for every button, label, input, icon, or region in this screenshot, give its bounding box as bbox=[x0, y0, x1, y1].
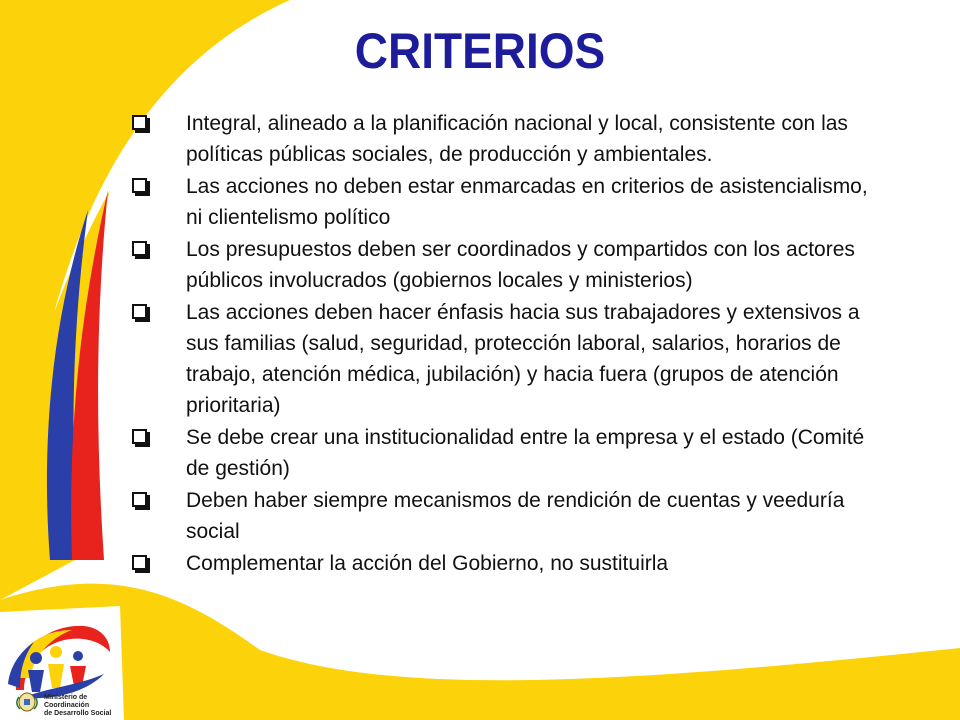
list-item bbox=[130, 422, 870, 484]
checkbox-square-icon bbox=[132, 178, 147, 193]
logo-figure-head-blue bbox=[30, 652, 42, 664]
logo-figure-body-blue bbox=[28, 670, 44, 692]
list-item-text: Complementar la acción del Gobierno, no sustituirla bbox=[186, 552, 669, 575]
logo-figure-head-yellow bbox=[50, 646, 62, 658]
checkbox-square-icon bbox=[132, 241, 147, 256]
checkbox-square-icon bbox=[132, 115, 147, 130]
list-item-text: Los presupuestos deben ser coordinados y compartidos con los actores públicos involucrados (gobiernos locales y ministerios) bbox=[186, 238, 855, 292]
logo-figure-head-blue-small bbox=[73, 651, 83, 661]
list-item-text: Las acciones deben hacer énfasis hacia sus trabajadores y extensivos a sus familias (salud, seguridad, protección laboral, salarios, horarios de trabajo, atención médica, jubilación) y hacia fuera (grupos de atención prioritaria) bbox=[186, 301, 860, 417]
ministry-name bbox=[44, 694, 118, 718]
list-item-text: Se debe crear una institucionalidad entre la empresa y el estado (Comité de gestión) bbox=[186, 426, 865, 480]
checkbox-square-icon bbox=[132, 492, 147, 507]
list-item bbox=[130, 548, 870, 579]
ministry-name-line2: de Desarrollo Social bbox=[44, 710, 112, 717]
ecuador-seal-icon bbox=[14, 691, 40, 713]
list-item-text: Integral, alineado a la planificación nacional y local, consistente con las políticas públicas sociales, de producción y ambientales. bbox=[186, 112, 848, 166]
list-item bbox=[130, 485, 870, 547]
list-item bbox=[130, 108, 870, 170]
checkbox-square-icon bbox=[132, 304, 147, 319]
yellow-swoosh-bottom bbox=[0, 584, 960, 720]
checkbox-square-icon bbox=[132, 429, 147, 444]
list-item-text: Las acciones no deben estar enmarcadas en criterios de asistencialismo, ni clientelismo político bbox=[186, 175, 868, 229]
list-item-text: Deben haber siempre mecanismos de rendición de cuentas y veeduría social bbox=[186, 489, 845, 543]
checkbox-square-icon bbox=[132, 555, 147, 570]
logo-figure-body-yellow bbox=[48, 664, 64, 688]
ministry-name-line1: Ministerio de Coordinación bbox=[44, 694, 90, 709]
list-item bbox=[130, 297, 870, 421]
criteria-list bbox=[130, 108, 870, 579]
list-item bbox=[130, 234, 870, 296]
list-item bbox=[130, 171, 870, 233]
slide-title: CRITERIOS bbox=[354, 23, 606, 79]
